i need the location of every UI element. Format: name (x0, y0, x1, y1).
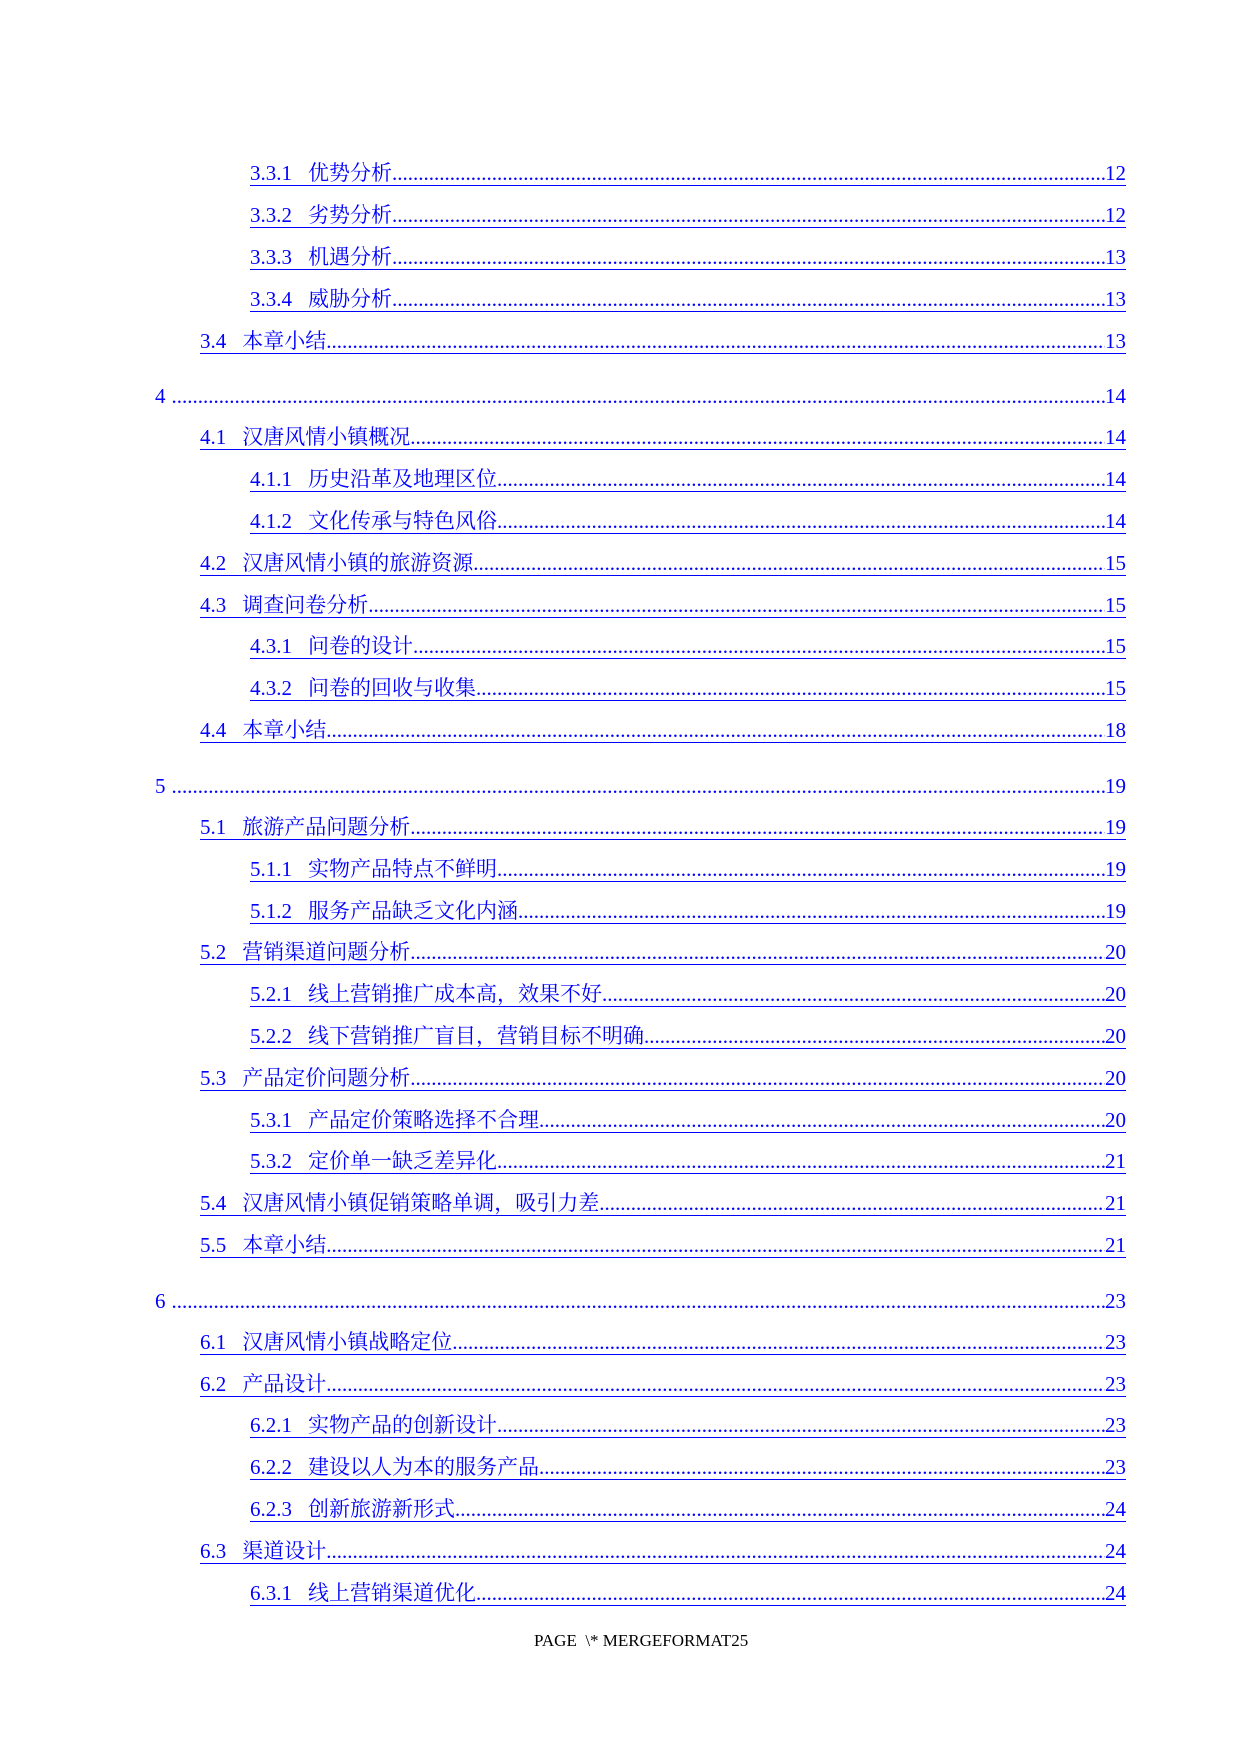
toc-entry-number: 5.2.2 (250, 1023, 292, 1048)
toc-entry-3-4[interactable] (155, 320, 1126, 362)
toc-entry-page: 19 (1105, 814, 1126, 839)
dot-leader (326, 1539, 1105, 1563)
toc-entry-4-3-1[interactable] (155, 626, 1126, 668)
dot-leader (497, 509, 1105, 533)
toc-entry-page: 24 (1105, 1496, 1126, 1521)
toc-entry-page: 21 (1105, 1232, 1126, 1257)
table-of-contents (155, 153, 1126, 1614)
toc-entry-page: 15 (1105, 676, 1126, 701)
toc-entry-number: 4.3 (200, 592, 227, 617)
toc-entry-6-2-1[interactable] (155, 1405, 1126, 1447)
toc-entry-page: 23 (1105, 1455, 1126, 1480)
toc-entry-title: 本章小结 (242, 1232, 327, 1257)
toc-entry-page: 20 (1105, 1065, 1126, 1090)
toc-entry-page: 15 (1105, 634, 1126, 659)
toc-entry-page: 14 (1105, 509, 1126, 534)
toc-entry-title: 创新旅游新形式 (308, 1496, 455, 1521)
toc-entry-title: 渠道设计 (242, 1538, 327, 1563)
dot-leader (497, 1413, 1105, 1437)
dot-leader (497, 467, 1105, 491)
toc-entry-3-3-1[interactable] (155, 153, 1126, 195)
toc-entry-5-2-1[interactable] (155, 974, 1126, 1016)
toc-entry-title: 汉唐风情小镇概况 (242, 425, 411, 450)
toc-entry-6[interactable] (155, 1280, 1126, 1322)
toc-entry-5-3-1[interactable] (155, 1099, 1126, 1141)
toc-entry-page: 20 (1105, 940, 1126, 965)
dot-leader (497, 857, 1105, 881)
dot-leader (392, 203, 1105, 227)
toc-entry-3-3-2[interactable] (155, 195, 1126, 237)
toc-entry-number: 5.3.1 (250, 1107, 292, 1132)
dot-leader (539, 1455, 1105, 1479)
toc-entry-3-3-4[interactable] (155, 278, 1126, 320)
toc-entry-4-1-2[interactable] (155, 501, 1126, 543)
toc-entry-5-3[interactable] (155, 1057, 1126, 1099)
toc-entry-page: 13 (1105, 286, 1126, 311)
toc-entry-title: 实物产品的创新设计 (308, 1413, 497, 1438)
toc-entry-page: 13 (1105, 244, 1126, 269)
toc-entry-page: 20 (1105, 1023, 1126, 1048)
toc-entry-title: 营销渠道问题分析 (242, 940, 411, 965)
toc-entry-title: 实物产品特点不鲜明 (308, 856, 497, 881)
toc-entry-title: 本章小结 (242, 328, 327, 353)
toc-entry-5-1[interactable] (155, 807, 1126, 849)
toc-entry-6-2-2[interactable] (155, 1447, 1126, 1489)
toc-entry-number: 5.1.1 (250, 856, 292, 881)
dot-leader (326, 329, 1105, 353)
toc-entry-title: 产品定价问题分析 (242, 1065, 411, 1090)
toc-entry-title: 定价单一缺乏差异化 (308, 1149, 497, 1174)
toc-entry-page: 14 (1105, 467, 1126, 492)
toc-entry-page: 13 (1105, 328, 1126, 353)
toc-entry-number: 3.3.3 (250, 244, 292, 269)
toc-entry-number: 3.3.2 (250, 203, 292, 228)
toc-entry-number: 4.1.1 (250, 467, 292, 492)
toc-entry-title: 文化传承与特色风俗 (308, 509, 497, 534)
toc-entry-6-2[interactable] (155, 1363, 1126, 1405)
toc-entry-page: 24 (1105, 1538, 1126, 1563)
dot-leader (410, 940, 1105, 964)
toc-entry-number: 6.3 (200, 1538, 227, 1563)
toc-entry-5-2-2[interactable] (155, 1016, 1126, 1058)
toc-entry-page: 14 (1105, 425, 1126, 450)
toc-entry-number: 3.3.1 (250, 161, 292, 186)
toc-entry-page: 15 (1105, 550, 1126, 575)
toc-entry-number: 6 (155, 1288, 166, 1313)
toc-entry-page: 14 (1105, 384, 1126, 409)
toc-entry-page: 23 (1105, 1371, 1126, 1396)
toc-entry-title: 机遇分析 (308, 244, 392, 269)
toc-entry-page: 20 (1105, 982, 1126, 1007)
toc-entry-title: 本章小结 (242, 718, 327, 743)
toc-entry-number: 5.1.2 (250, 898, 292, 923)
dot-leader (644, 1024, 1105, 1048)
dot-leader (539, 1108, 1105, 1132)
dot-leader (326, 1372, 1105, 1396)
dot-leader (476, 676, 1105, 700)
toc-entry-number: 6.2.3 (250, 1496, 292, 1521)
dot-leader (473, 551, 1105, 575)
toc-entry-number: 4.2 (200, 550, 227, 575)
toc-entry-title: 汉唐风情小镇的旅游资源 (242, 550, 474, 575)
toc-entry-4-3[interactable] (155, 584, 1126, 626)
toc-entry-title: 线上营销推广成本高，效果不好 (308, 982, 602, 1007)
dot-leader (326, 1233, 1105, 1257)
toc-entry-4-1-1[interactable] (155, 459, 1126, 501)
toc-entry-4[interactable] (155, 375, 1126, 417)
toc-entry-page: 20 (1105, 1107, 1126, 1132)
toc-entry-number: 6.2 (200, 1371, 227, 1396)
toc-entry-title: 历史沿革及地理区位 (308, 467, 497, 492)
toc-entry-4-3-2[interactable] (155, 668, 1126, 710)
page-footer-field: PAGE \* MERGEFORMAT25 (534, 1631, 749, 1650)
toc-entry-number: 5.5 (200, 1232, 227, 1257)
toc-entry-number: 4 (155, 384, 166, 409)
toc-entry-title: 线下营销推广盲目，营销目标不明确 (308, 1023, 644, 1048)
toc-entry-page: 23 (1105, 1288, 1126, 1313)
toc-entry-number: 4.1.2 (250, 509, 292, 534)
dot-leader (326, 718, 1105, 742)
dot-leader (410, 815, 1105, 839)
toc-entry-number: 6.2.1 (250, 1413, 292, 1438)
toc-entry-number: 5.3 (200, 1065, 227, 1090)
toc-entry-5-1-1[interactable] (155, 848, 1126, 890)
toc-entry-page: 21 (1105, 1149, 1126, 1174)
dot-leader (172, 774, 1106, 798)
toc-entry-number: 5.2 (200, 940, 227, 965)
toc-entry-4-2[interactable] (155, 542, 1126, 584)
dot-leader (410, 425, 1105, 449)
dot-leader (476, 1581, 1105, 1605)
toc-entry-5-2[interactable] (155, 932, 1126, 974)
dot-leader (172, 384, 1106, 408)
dot-leader (497, 1149, 1105, 1173)
toc-entry-number: 5.1 (200, 814, 227, 839)
toc-entry-number: 4.3.2 (250, 676, 292, 701)
toc-entry-title: 问卷的回收与收集 (308, 676, 476, 701)
toc-entry-number: 6.3.1 (250, 1580, 292, 1605)
toc-entry-title: 劣势分析 (308, 203, 392, 228)
dot-leader (518, 899, 1105, 923)
toc-entry-number: 6.1 (200, 1329, 227, 1354)
toc-entry-page: 12 (1105, 161, 1126, 186)
toc-entry-title: 汉唐风情小镇促销策略单调，吸引力差 (242, 1191, 600, 1216)
dot-leader (413, 634, 1105, 658)
toc-entry-page: 15 (1105, 592, 1126, 617)
toc-entry-number: 3.3.4 (250, 286, 292, 311)
toc-entry-title: 威胁分析 (308, 286, 392, 311)
dot-leader (172, 1289, 1106, 1313)
toc-entry-page: 12 (1105, 203, 1126, 228)
toc-entry-3-3-3[interactable] (155, 237, 1126, 279)
dot-leader (392, 161, 1105, 185)
toc-entry-6-3[interactable] (155, 1530, 1126, 1572)
toc-entry-page: 23 (1105, 1329, 1126, 1354)
toc-entry-number: 5 (155, 773, 166, 798)
toc-entry-page: 24 (1105, 1580, 1126, 1605)
dot-leader (452, 1330, 1105, 1354)
toc-entry-5-4[interactable] (155, 1183, 1126, 1225)
dot-leader (392, 287, 1105, 311)
toc-entry-title: 服务产品缺乏文化内涵 (308, 898, 518, 923)
toc-entry-4-1[interactable] (155, 417, 1126, 459)
toc-entry-5-1-2[interactable] (155, 890, 1126, 932)
dot-leader (392, 245, 1105, 269)
dot-leader (455, 1497, 1105, 1521)
toc-entry-page: 21 (1105, 1191, 1126, 1216)
toc-entry-6-1[interactable] (155, 1321, 1126, 1363)
dot-leader (410, 1066, 1105, 1090)
toc-entry-title: 旅游产品问题分析 (242, 814, 411, 839)
toc-entry-5-5[interactable] (155, 1225, 1126, 1267)
toc-entry-title: 产品定价策略选择不合理 (308, 1107, 539, 1132)
toc-entry-title: 汉唐风情小镇战略定位 (242, 1329, 453, 1354)
toc-entry-page: 23 (1105, 1413, 1126, 1438)
toc-entry-5[interactable] (155, 765, 1126, 807)
toc-entry-page: 19 (1105, 898, 1126, 923)
toc-entry-number: 3.4 (200, 328, 227, 353)
toc-entry-5-3-2[interactable] (155, 1141, 1126, 1183)
toc-entry-number: 5.2.1 (250, 982, 292, 1007)
dot-leader (368, 593, 1105, 617)
toc-entry-title: 调查问卷分析 (242, 592, 369, 617)
toc-entry-number: 4.1 (200, 425, 227, 450)
dot-leader (599, 1191, 1105, 1215)
dot-leader (602, 982, 1105, 1006)
toc-entry-page: 18 (1105, 718, 1126, 743)
toc-entry-number: 5.3.2 (250, 1149, 292, 1174)
toc-entry-6-3-1[interactable] (155, 1572, 1126, 1614)
toc-entry-number: 4.3.1 (250, 634, 292, 659)
toc-entry-6-2-3[interactable] (155, 1489, 1126, 1531)
toc-entry-title: 产品设计 (242, 1371, 327, 1396)
toc-entry-title: 线上营销渠道优化 (308, 1580, 476, 1605)
toc-entry-4-4[interactable] (155, 710, 1126, 752)
toc-entry-title: 建设以人为本的服务产品 (308, 1455, 539, 1480)
toc-entry-number: 4.4 (200, 718, 227, 743)
toc-entry-title: 问卷的设计 (308, 634, 413, 659)
toc-entry-number: 6.2.2 (250, 1455, 292, 1480)
toc-entry-number: 5.4 (200, 1191, 227, 1216)
toc-entry-page: 19 (1105, 856, 1126, 881)
toc-entry-title: 优势分析 (308, 161, 392, 186)
toc-entry-page: 19 (1105, 773, 1126, 798)
